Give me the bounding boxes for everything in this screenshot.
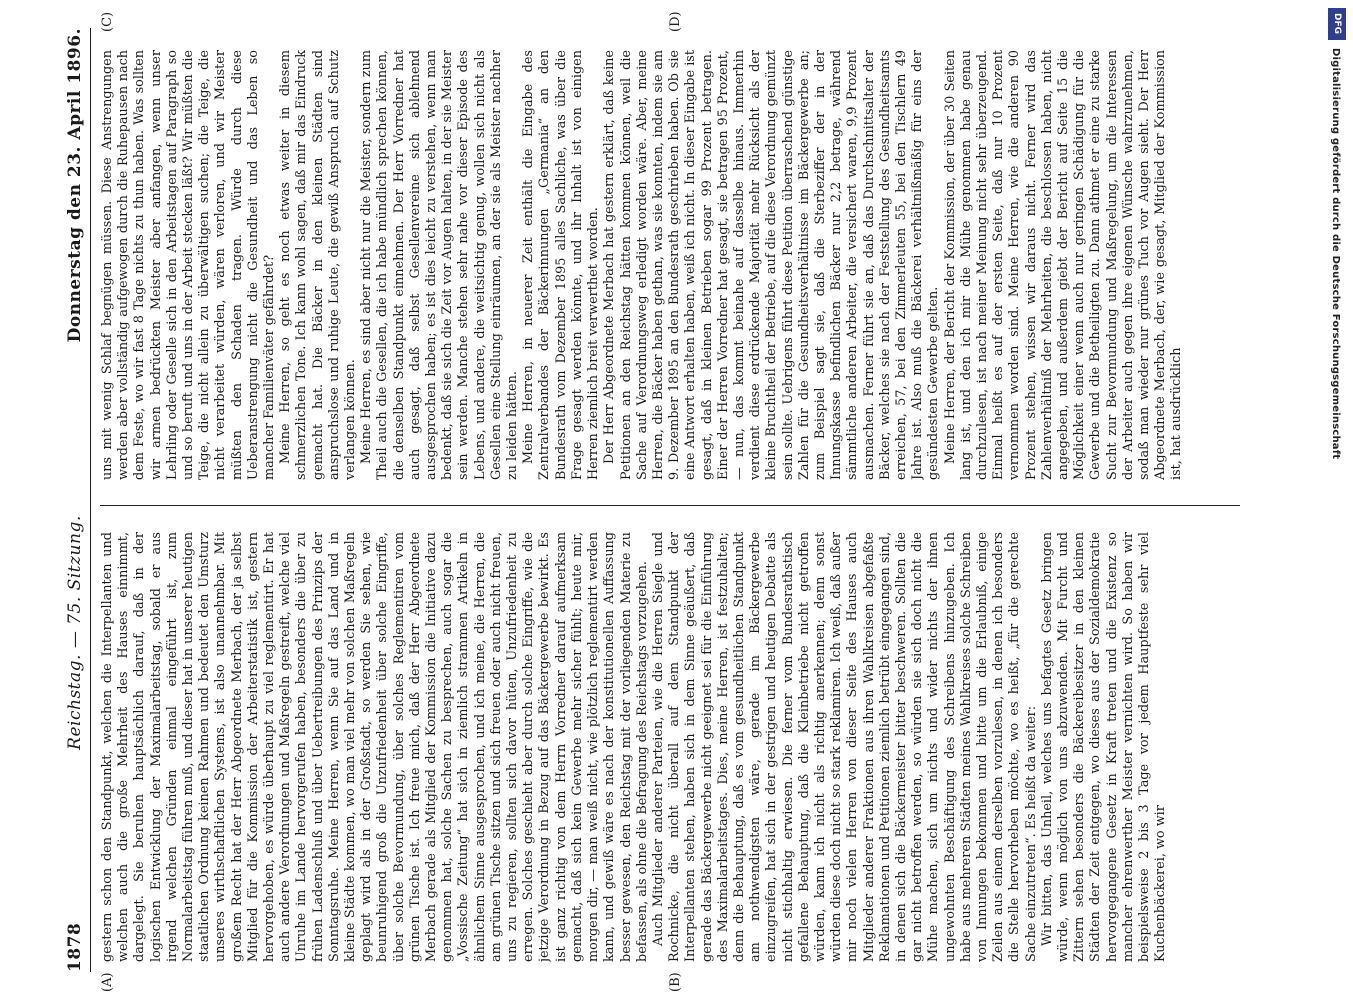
session-title: Reichstag. — 75. Sitzung.: [65, 515, 85, 750]
paragraph: Meine Herren, der Bericht der Kommission, der über 30 Seiten lang ist, und den ich mir die Mühe genommen habe genau durchzulesen, ist nach meiner Meinung nicht sehr überzeugend. Einmal heißt es auf der ersten Seite, daß nur 10 Prozent vernommen worden sind. Meine Herren, wie die anderen 90 Prozent stehen, wissen wir daraus nicht. Ferner wird das Zahlenverhältniß der Mehrheiten, die beschlossen haben, nicht angegeben, und außerdem giebt der Bericht auf Seite 15 die Möglichkeit einer wenn auch nur geringen Schädigung für die Gewerbe und die Betheiligten zu. Dann athmet er eine zu starke Sucht zur Bevormundung und Maßregelung, um die Interessen der Arbeiter auch gegen ihre eigenen Wünsche wahrzunehmen, sodaß man wieder nur grünes Tuch vor Augen sieht. Der Herr Abgeordnete Merbach, der, wie gesagt, Mitglied der Kommission ist, hat ausdrücklich: [942, 50, 1185, 480]
digitization-note: [1330, 48, 1341, 459]
page-header: [60, 0, 90, 1000]
margin-marker-c: (C): [100, 11, 115, 32]
column-divider: [100, 505, 1240, 506]
paragraph: Der Herr Abgeordnete Merbach hat gestern erklärt, daß keine Petitionen an den Reichstag hätten kommen können, weil die Sache auf Verordnungsweg erledigt worden wäre. Aber, meine Herren, die Bäcker haben gethan, was sie konnten, indem sie am 9. Dezember 1895 an den Bundesrath geschrieben haben. Ob sie eine Antwort erhalten haben, weiß ich nicht. In dieser Eingabe ist gesagt, daß in kleinen Betrieben sogar 99 Prozent betragen. Einer der Herren Vorredner hat gesagt, sie betragen 95 Prozent, — nun, das kommt beinahe auf dasselbe hinaus. Immerhin verdient diese erdrückende Majorität mehr Rücksicht als der kleine Bruchtheil der Betriebe, auf die diese Verordnung gemünzt sein sollte. Uebrigens führt diese Petition überraschend günstige Zahlen für die Gesundheitsverhältnisse im Bäckergewerbe an; zum Beispiel sagt sie, daß die Sterbeziffer der in der Innungskasse befindlichen Bäcker nur 2,2 betrage, während sämmtliche anderen Arbeiter, die versichert waren, 9,9 Prozent ausmachen. Ferner führt sie an, daß das Durchschnittsalter der Bäcker, welches sie nach der Feststellung des Gesundheitsamts erreichen, 57, bei den Zimmerleuten 55, bei den Tischlern 49 Jahre ist. Also muß die Bäckerei verhältnißmäßig für eins der gesündesten Gewerbe gelten.: [602, 50, 942, 480]
paragraph: Meine Herren, es sind aber nicht nur die Meister, sondern zum Theil auch die Gesellen, die ich habe mündlich sprechen können, die denselben Standpunkt einnehmen. Der Herr Vorredner hat auch gesagt, daß selbst Gesellenvereine sich ablehnend ausgesprochen haben; es ist dies leicht zu verstehen, wenn man bedenkt, daß sie sich die Zeit vor Augen halten, in der sie Meister sein werden. Manche stehen sehr nahe vor dieser Episode des Lebens, und andere, die weitsichtig genug, wollen sich nicht als Gesellen eine Stellung einräumen, an der sie als Meister nachher zu leiden hätten.: [359, 50, 521, 480]
left-column: [100, 532, 1240, 962]
digitization-text: Digitalisierung gefördert durch die Deutsche Forschungsgemeinschaft: [1330, 48, 1341, 460]
paragraph: Meine Herren, in neuerer Zeit enthält die Eingabe des Zentralverbandes der Bäckerinnungen „Germania“ an den Bundesrath vom Dezember 1895 alles Sachliche, was über die Frage gesagt werden könnte, und ihr Inhalt ist von einigen Herren ziemlich breit verwerthet worden.: [521, 50, 602, 480]
right-column: [100, 50, 1240, 480]
paragraph: Meine Herren, so geht es noch etwas weiter in diesem schmerzlichen Tone. Ich kann wohl sagen, daß mir das Eindruck gemacht hat. Die Bäcker in den kleinen Städten sind anspruchslose und ruhige Leute, die gewiß Anspruch auf Schutz verlangen können.: [278, 50, 359, 480]
session-date: Donnerstag den 23. April 1896.: [65, 28, 85, 343]
dfg-logo: DFG: [1328, 8, 1346, 40]
header-rule: [90, 28, 91, 972]
page-number: 1878: [65, 922, 85, 972]
rotated-page: [60, 0, 1280, 1000]
margin-marker-a: (A): [100, 972, 115, 992]
margin-marker-d: (D): [668, 11, 683, 32]
paragraph: gestern schon den Standpunkt, welchen die Interpellanten und welchen auch die große Mehrheit des Hauses einnimmt, dargelegt. Sie beruhen hauptsächlich darauf, daß in der logischen Entwicklung der Maximalarbeitstag, sobald er aus irgend welchen Gründen einmal eingeführt ist, zum Normalarbeitstag führen muß, und dieser hat in unserer heutigen staatlichen Ordnung keinen Rahmen und bedeutet den Umsturz unseres wirthschaftlichen Systems, ist also unannehmbar. Mit großem Recht hat der Herr Abgeordnete Merbach, der ja selbst Mitglied für die Kommission der Arbeiterstatistik ist, gestern hervorgehoben, es würde überhaupt zu viel reglementirt. Er hat auch andere Verordnungen und Maßregeln gestreift, welche viel Unruhe im Lande hervorgerufen haben, besonders die über zu frühen Ladenschluß und über Uebertreibungen des Prinzips der Sonntagsruhe. Meine Herren, wenn Sie auf das Land und in kleine Städte kommen, wo man viel mehr von solchen Maßregeln geplagt wird als in der Großstadt, so werden Sie sehen, wie beunruhigend groß die Unzufriedenheit über solche Eingriffe, über solche Bevormundung, über solches Reglementiren vom grünen Tische ist. Ich freue mich, daß der Herr Abgeordnete Merbach gerade als Mitglied der Kommission die Initiative dazu genommen hat, solche Sachen zu besprechen, auch sogar die „Vossische Zeitung“ hat sich in ziemlich strammen Artikeln in ähnlichem Sinne ausgesprochen, und ich meine, die Herren, die am grünen Tische sitzen und sich freuen oder auch nicht freuen, uns zu regieren, sollten sich davor hüten, Unzufriedenheit zu erregen. Solches geschieht aber durch solche Eingriffe, wie die jetzige Verordnung in Bezug auf das Bäckergewerbe bewirkt. Es ist ganz richtig von dem Herrn Vorredner darauf aufmerksam gemacht, daß sich kein Gewerbe mehr sicher fühlt; heute mir, morgen dir, — man weiß nicht, wie plötzlich reglementirt werden kann, und gewiß wäre es nach der konstitutionellen Auffassung besser gewesen, den Reichstag mit der vorliegenden Materie zu befassen, als ohne die Befragung des Reichstags vorzugehen.: [100, 532, 650, 962]
paragraph: Auch Mitglieder anderer Parteien, wie die Herren Siegle und Rochnicke, die nicht überall auf dem Standpunkt der Interpellanten stehen, haben sich in dem Sinne geäußert, daß gerade das Bäckergewerbe nicht geeignet sei für die Einführung des Maximalarbeitstages. Dies, meine Herren, ist festzuhalten; denn die Behauptung, daß es vom gesundheitlichen Standpunkt am nothwendigsten wäre, gerade im Bäckergewerbe einzugreifen, hat sich in der gestrigen und heutigen Debatte als nicht stichhaltig erwiesen. Die ferner vom Bundesrathstisch gefallene Behauptung, daß die Kleinbetriebe nicht getroffen würden, kann ich nicht als richtig anerkennen; denn sonst würden diese doch nicht so stark reklamiren. Ich weiß, daß außer mir noch vielen Herren von dieser Seite des Hauses auch Mitglieder anderer Fraktionen aus ihren Wahlkreisen abgefaßte Reklamationen und Petitionen ziemlich betrübt eingegangen sind, in denen sich die Bäckermeister bitter beschweren. Sollten die gar nicht betroffen werden, so würden sie sich doch nicht die Mühe machen, sich um nichts und wider nichts der ihnen ungewohnten Beschäftigung des Schreibens hinzugeben. Ich habe aus mehreren Städten meines Wahlkreises solche Schreiben von Innungen bekommen und bitte um die Erlaubniß, einige Zeilen aus einem derselben vorzulesen, in denen ich besonders die Stelle hervorheben möchte, wo es heißt, „für die gerechte Sache einzutreten“. Es heißt da weiter:: [650, 532, 1039, 962]
margin-marker-b: (B): [668, 972, 683, 992]
quoted-paragraph: Wir bitten, das Unheil, welches uns befagtes Gesetz bringen würde, wenn möglich von uns abzuwenden. Mit Furcht und Zittern sehen besonders die Bäckereibesitzer in den kleinen Städten der Zeit entgegen, wo dieses aus der Sozialdemokratie hervorgegangene Gesetz in Kraft treten und die Existenz so mancher ehrenwerther Meister vernichten wird. So haben wir beispielsweise 2 bis 3 Tage vor jedem Hauptfeste sehr viel Kuchenbäckerei, wo wir: [1039, 532, 1169, 962]
paragraph: uns mit wenig Schlaf begnügen müssen. Diese Anstrengungen werden aber vollständig aufgewogen durch die Ruhepausen nach dem Feste, wo wir fast 8 Tage nichts zu thun haben. Was sollten wir armen bedrückten Meister aber anfangen, wenn unser Lehrling oder Geselle sich in den Arbeitstagen auf Paragraph so und so beruft und uns in der Arbeit stecken läßt? Wir müßten die Teige, die nicht allein zu überwältigen suchen; die Teige, die nicht verarbeitet würden, wären verloren, und wir Meister müßten den Schaden tragen. Würde durch diese Ueberanstrengung nicht die Gesundheit und das Leben so mancher Familienväter gefährdet?: [100, 50, 278, 480]
